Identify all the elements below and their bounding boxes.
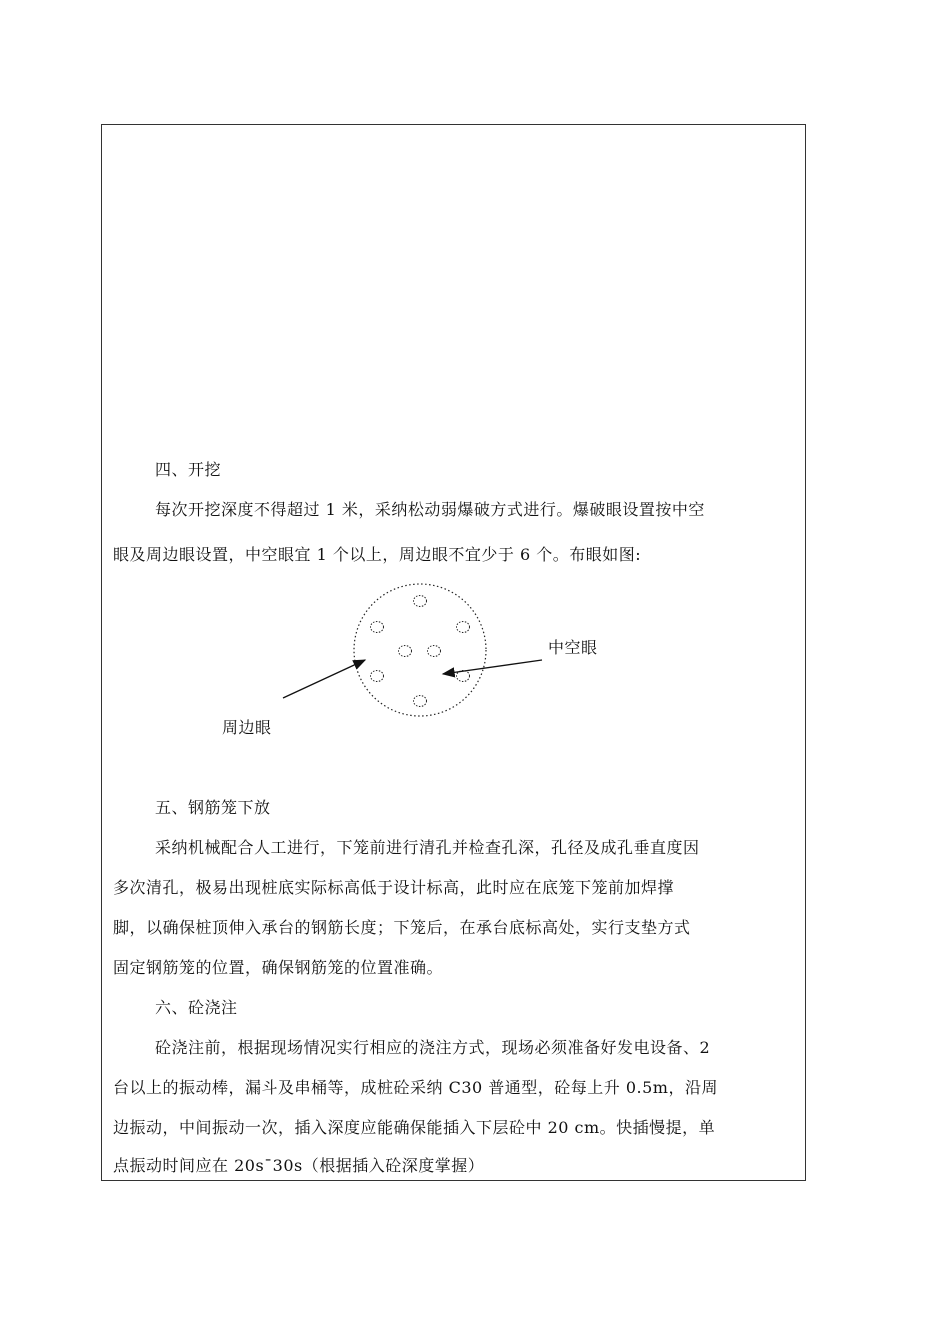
section-6-heading: 六、砼浇注 <box>155 998 238 1017</box>
section-6-line-2: 台以上的振动棒，漏斗及串桶等，成桩砼采纳 C30 普通型，砼每上升 0.5m，沿周 <box>113 1078 718 1097</box>
center-hole <box>428 646 441 657</box>
pile-outline <box>354 584 486 716</box>
arrow-to-peripheral <box>283 660 365 698</box>
section-6-line-3: 边振动，中间振动一次，插入深度应能确保能插入下层砼中 20 cm。快插慢提，单 <box>113 1118 716 1137</box>
borehole-layout-diagram <box>260 570 660 750</box>
section-4-heading: 四、开挖 <box>155 460 222 479</box>
center-hole-label: 中空眼 <box>548 638 598 657</box>
peripheral-hole <box>457 622 470 633</box>
arrow-to-center <box>443 660 542 674</box>
section-6-line-4: 点振动时间应在 20s¯30s（根据插入砼深度掌握） <box>113 1156 485 1175</box>
peripheral-hole <box>414 696 427 707</box>
peripheral-hole <box>371 671 384 682</box>
section-4-line-1: 每次开挖深度不得超过 1 米，采纳松动弱爆破方式进行。爆破眼设置按中空 <box>155 500 705 519</box>
section-4-line-2: 眼及周边眼设置，中空眼宜 1 个以上，周边眼不宜少于 6 个。布眼如图: <box>113 545 642 564</box>
section-5-heading: 五、钢筋笼下放 <box>155 798 271 817</box>
section-6-line-1: 砼浇注前，根据现场情况实行相应的浇注方式，现场必须准备好发电设备、2 <box>155 1038 711 1057</box>
section-5-line-1: 采纳机械配合人工进行，下笼前进行清孔并检查孔深，孔径及成孔垂直度因 <box>155 838 700 857</box>
center-hole <box>399 646 412 657</box>
peripheral-hole <box>414 596 427 607</box>
section-5-line-4: 固定钢筋笼的位置，确保钢筋笼的位置准确。 <box>113 958 444 977</box>
section-5-line-2: 多次清孔，极易出现桩底实际标高低于设计标高，此时应在底笼下笼前加焊撑 <box>113 878 675 897</box>
section-5-line-3: 脚，以确保桩顶伸入承台的钢筋长度；下笼后，在承台底标高处，实行支垫方式 <box>113 918 691 937</box>
peripheral-hole-label: 周边眼 <box>222 718 272 737</box>
peripheral-hole <box>371 622 384 633</box>
